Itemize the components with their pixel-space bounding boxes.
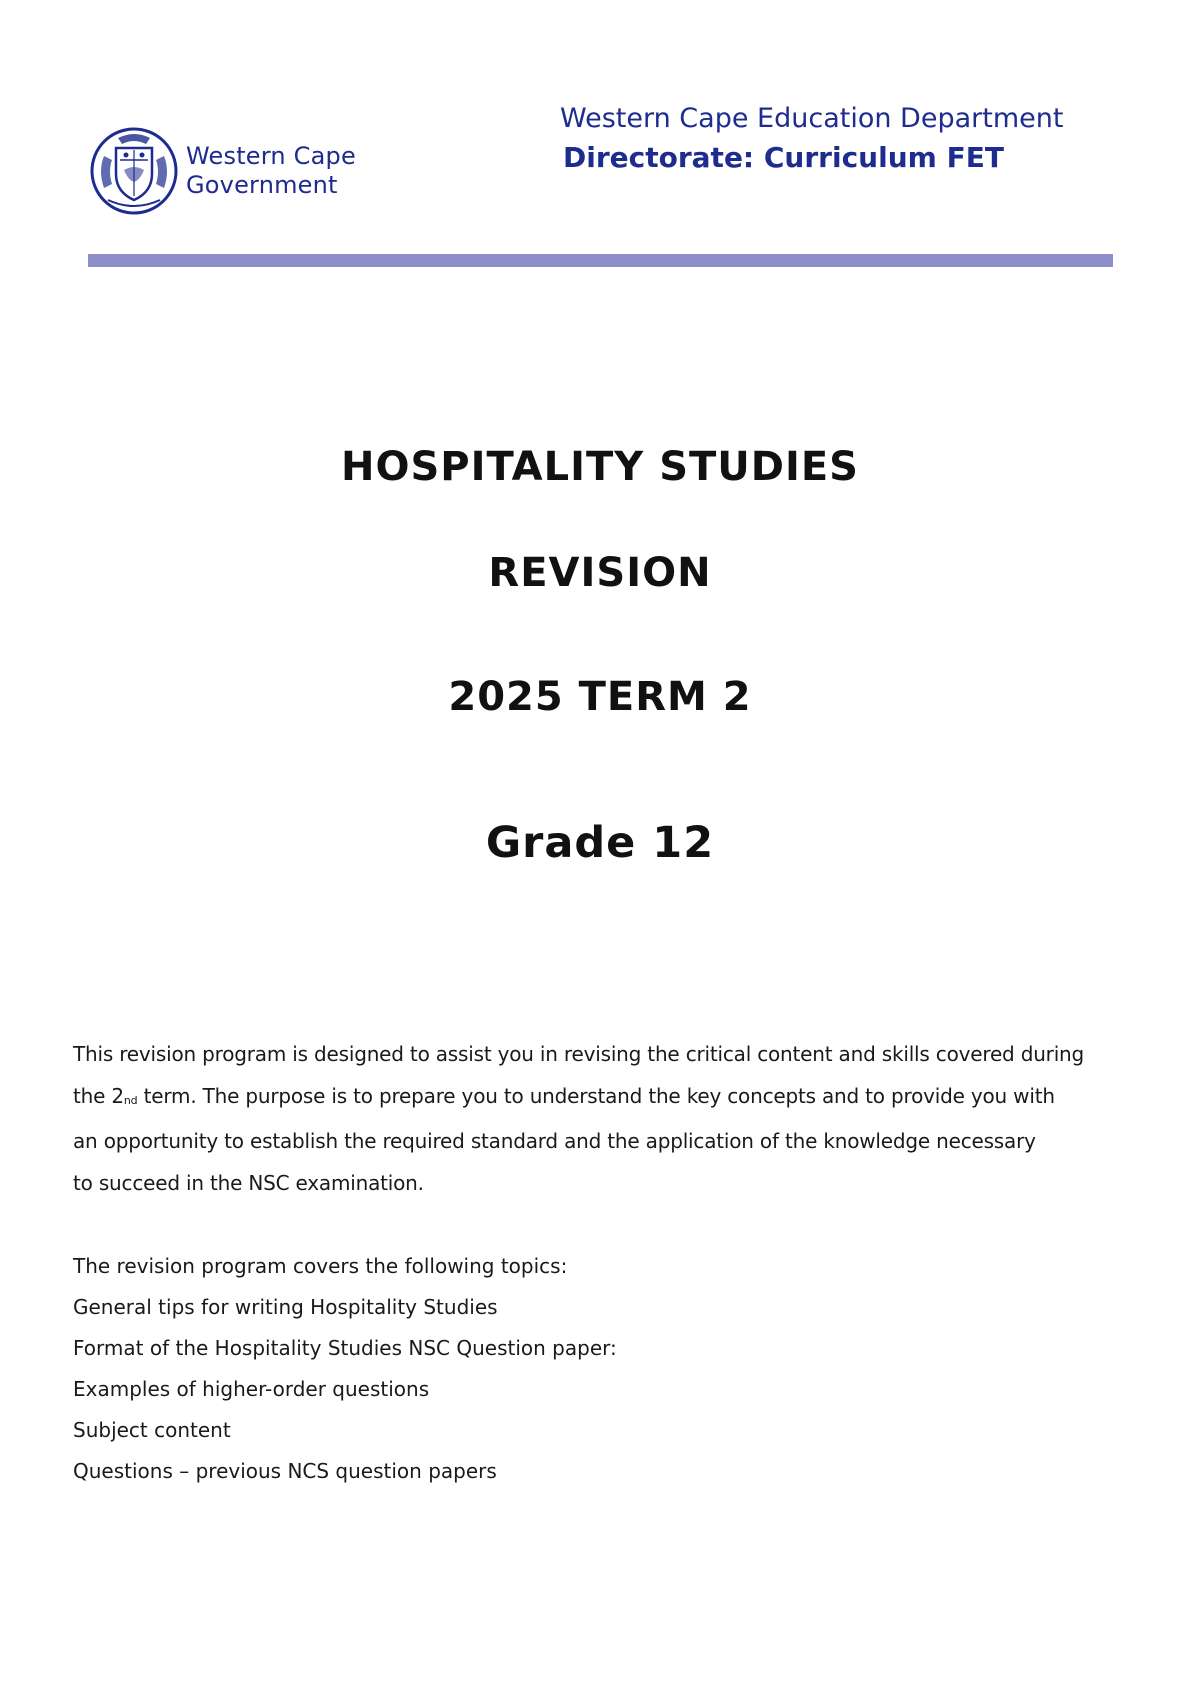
intro-line-2-end: term. The purpose is to prepare you to understand the key concepts and to provide you with: [137, 1083, 1055, 1108]
intro-line-4: to succeed in the NSC examination.: [73, 1170, 424, 1195]
department-name: Western Cape Education Department: [560, 103, 1064, 134]
grade-title: Grade 12: [485, 818, 715, 868]
list-item: Subject content: [73, 1418, 231, 1442]
intro-line-2-start: the 2: [73, 1083, 124, 1108]
intro-paragraph: [73, 1034, 1133, 1204]
document-header: [0, 0, 1200, 280]
subject-title: HOSPITALITY STUDIES: [341, 444, 859, 490]
document-type-title: REVISION: [488, 550, 712, 596]
list-item: Examples of higher-order questions: [73, 1377, 430, 1401]
department-block: [560, 100, 1120, 178]
western-cape-government-logo: [88, 126, 388, 216]
intro-line-1: This revision program is designed to assist you in revising the critical content and skills covered during: [73, 1042, 1085, 1066]
directorate-name: Directorate: Curriculum FET: [563, 141, 1004, 174]
body-content: [73, 1034, 1133, 1492]
topics-list: [73, 1246, 1133, 1492]
logo-line-1: Western Cape: [186, 142, 356, 170]
list-item: General tips for writing Hospitality Studies: [73, 1295, 498, 1319]
logo-line-2: Government: [186, 171, 338, 199]
list-item: Format of the Hospitality Studies NSC Question paper:: [73, 1336, 617, 1360]
logo-wordmark: [186, 142, 356, 200]
intro-line-2: [73, 1076, 1133, 1122]
intro-line-3: an opportunity to establish the required standard and the application of the knowledge necessary: [73, 1129, 1036, 1153]
list-item: Questions – previous NCS question papers: [73, 1459, 497, 1483]
coat-of-arms-icon: [88, 126, 180, 216]
term-title: 2025 TERM 2: [448, 674, 752, 720]
ordinal-suffix: nd: [123, 1093, 138, 1107]
topics-heading: The revision program covers the following topics:: [73, 1254, 568, 1278]
header-divider: [88, 254, 1113, 267]
